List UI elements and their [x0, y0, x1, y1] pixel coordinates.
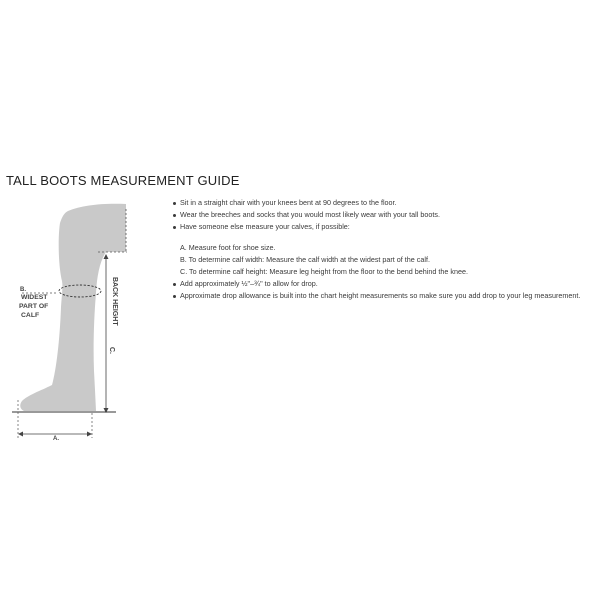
- foot-label-a: A.: [53, 436, 59, 442]
- measurement-steps: [170, 243, 600, 278]
- list-item: Sit in a straight chair with your knees bent at 90 degrees to the floor.: [170, 198, 600, 209]
- calf-label-line1: WIDEST: [21, 294, 48, 301]
- list-item: Approximate drop allowance is built into the chart height measurements so make sure you add drop to your leg measurement.: [170, 291, 600, 302]
- instructions-panel: [170, 198, 600, 302]
- page-title: TALL BOOTS MEASUREMENT GUIDE: [6, 173, 240, 188]
- back-height-label-c: C.: [108, 347, 115, 354]
- leg-measurement-diagram: [0, 195, 160, 445]
- list-item: A. Measure foot for shoe size.: [180, 242, 276, 252]
- list-item: Wear the breeches and socks that you would most likely wear with your tall boots.: [170, 210, 600, 221]
- calf-label-line3: CALF: [21, 312, 40, 319]
- back-height-label: BACK HEIGHT: [111, 277, 118, 326]
- list-item: Have someone else measure your calves, if possible:: [170, 222, 600, 233]
- foot-arrowhead-left: [18, 432, 23, 437]
- list-item: C. To determine calf height: Measure leg height from the floor to the bend behind the knee.: [180, 266, 468, 276]
- list-item: Add approximately ½"–¾" to allow for drop.: [170, 279, 600, 290]
- list-item: B. To determine calf width: Measure the calf width at the widest part of the calf.: [180, 254, 430, 264]
- calf-label-line2: PART OF: [19, 303, 49, 310]
- foot-arrowhead-right: [87, 432, 92, 437]
- instruction-tail-bullets: [170, 279, 600, 302]
- calf-label-b: B.: [20, 287, 26, 293]
- instruction-bullets: [170, 198, 600, 233]
